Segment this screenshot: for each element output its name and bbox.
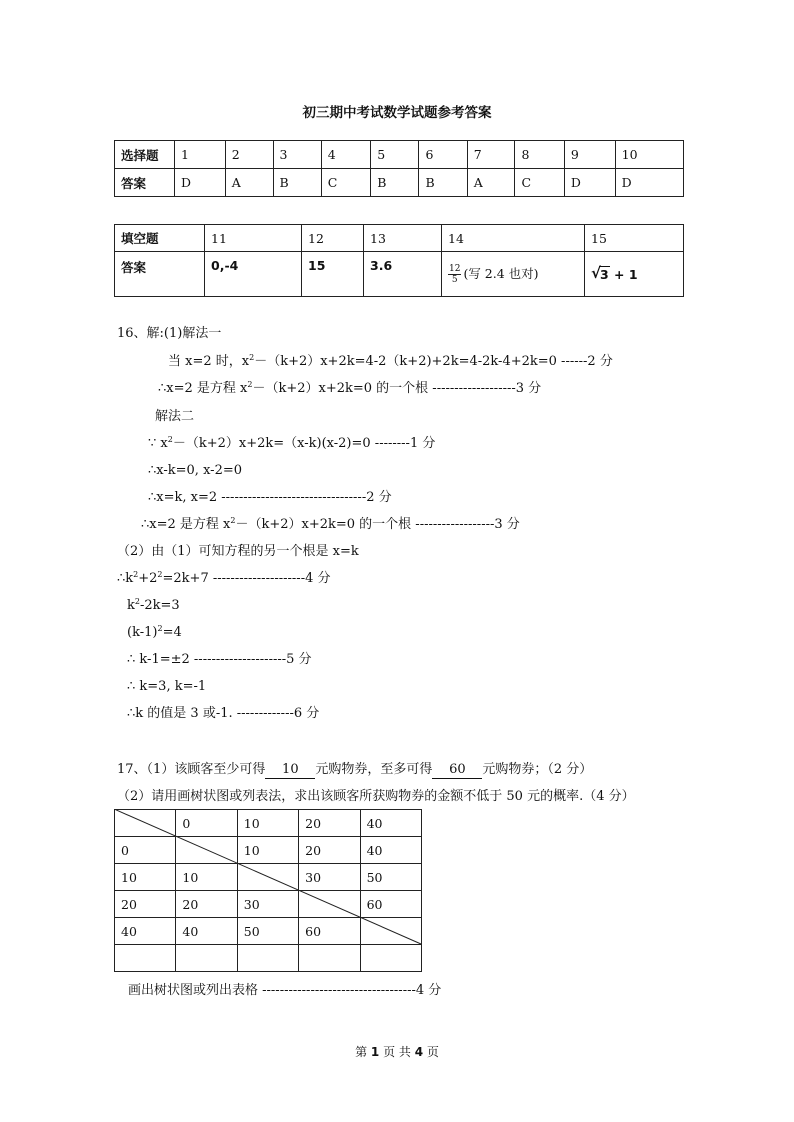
table-cell: 13 <box>364 225 442 252</box>
table-cell: B <box>273 169 321 197</box>
q16-line-13: ∴ k-1=±2 ---------------------5 分 <box>127 652 312 667</box>
table-row <box>115 169 684 197</box>
q16-line-1: 16、解:(1)解法一 <box>117 326 222 341</box>
table-cell: 40 <box>115 918 176 945</box>
table-cell: 0 <box>115 837 176 864</box>
table-cell: 1 <box>175 141 226 169</box>
table-cell: 40 <box>176 918 237 945</box>
table-cell: 10 <box>115 864 176 891</box>
table-cell: 10 <box>176 864 237 891</box>
q16-line-6: ∴x-k=0, x-2=0 <box>148 463 243 478</box>
fill-header-label: 填空题 <box>115 225 205 252</box>
page-title: 初三期中考试数学试题参考答案 <box>302 105 492 121</box>
table-cell: A <box>467 169 515 197</box>
table-cell-q14 <box>442 252 585 297</box>
table-cell: 12 <box>302 225 364 252</box>
table-row <box>115 141 684 169</box>
q16-line-14: ∴ k=3, k=-1 <box>127 679 207 694</box>
table-cell: 8 <box>515 141 564 169</box>
table-cell: 0,-4 <box>205 252 302 297</box>
table-cell: D <box>615 169 683 197</box>
table-cell: 15 <box>302 252 364 297</box>
choice-answer-label: 答案 <box>115 169 175 197</box>
table-cell: 40 <box>360 810 421 837</box>
q16-line-9: （2）由（1）可知方程的另一个根是 x=k <box>117 544 359 559</box>
table-cell: 60 <box>360 891 421 918</box>
table-cell <box>237 945 298 972</box>
sqrt-expression: √ 3 <box>591 263 609 282</box>
table-cell: 15 <box>585 225 684 252</box>
table-cell: 30 <box>299 864 360 891</box>
table-cell: 6 <box>419 141 467 169</box>
table-cell <box>115 945 176 972</box>
table-cell: 3.6 <box>364 252 442 297</box>
table-cell <box>176 945 237 972</box>
table-cell <box>360 945 421 972</box>
choice-header-label: 选择题 <box>115 141 175 169</box>
table-cell: 20 <box>299 837 360 864</box>
table-cell: 20 <box>115 891 176 918</box>
fill-answer-label: 答案 <box>115 252 205 297</box>
q16-line-11: $k^2-2k=3$ <box>127 597 180 613</box>
q16-line-2: 当 x=2 时，$x^2-(k+2)x+2k=4-2(k+2)+2k=4-2k-4+2k=0$ ------2 分 <box>168 353 613 369</box>
answer-blank: 10 <box>265 762 315 779</box>
table-cell: 20 <box>299 810 360 837</box>
table-cell: 7 <box>467 141 515 169</box>
table-cell: 9 <box>564 141 615 169</box>
fraction: $\frac{12}{5}$ <box>449 263 461 285</box>
table-cell: B <box>419 169 467 197</box>
q17-tail: 画出树状图或列出表格 -----------------------------------4 分 <box>128 983 442 998</box>
table-row <box>115 252 684 297</box>
q16-line-8: ∴x=2 是方程 $x^2-(k+2)x+2k=0$ 的一个根 ------------------3 分 <box>141 516 520 532</box>
table-cell: 2 <box>225 141 273 169</box>
table-row <box>115 225 684 252</box>
choice-answer-table <box>114 140 684 197</box>
table-cell: 10 <box>237 810 298 837</box>
q16-line-10: $\therefore k^2+2^2=2k+7$ ---------------------4 分 <box>117 570 331 586</box>
table-cell: D <box>564 169 615 197</box>
table-cell: 40 <box>360 837 421 864</box>
table-cell: C <box>515 169 564 197</box>
q17-part1: 17、（1）该顾客至少可得 10 元购物券，至多可得 60 元购物券；（2 分） <box>117 762 593 777</box>
table-cell: 10 <box>615 141 683 169</box>
table-cell: 60 <box>299 918 360 945</box>
table-cell: 50 <box>237 918 298 945</box>
table-cell <box>299 945 360 972</box>
table-cell: D <box>175 169 226 197</box>
answer-blank: 60 <box>432 762 482 779</box>
table-diagonal-line <box>114 809 422 945</box>
table-cell: B <box>371 169 419 197</box>
q16-line-7: ∴x=k, x=2 ---------------------------------2 分 <box>148 490 392 505</box>
table-cell: 11 <box>205 225 302 252</box>
q16-line-5: ∵ $x^2-(k+2)x+2k=(x-k)(x-2)=0$ --------1 分 <box>148 435 436 451</box>
table-cell: 3 <box>273 141 321 169</box>
table-cell: A <box>225 169 273 197</box>
table-cell: 5 <box>371 141 419 169</box>
table-cell: C <box>321 169 370 197</box>
table-cell-q15: √ 3 + 1 <box>585 252 684 297</box>
table-cell: 50 <box>360 864 421 891</box>
q16-line-15: ∴k 的值是 3 或-1. -------------6 分 <box>127 706 320 721</box>
q17-part2: （2）请用画树状图或列表法，求出该顾客所获购物券的金额不低于 50 元的概率.（4 分） <box>117 789 635 804</box>
q14-note: (写 2.4 也对) <box>463 265 539 281</box>
fill-answer-table <box>114 224 684 297</box>
table-cell: 4 <box>321 141 370 169</box>
table-cell: 14 <box>442 225 585 252</box>
table-cell: 10 <box>237 837 298 864</box>
q16-line-4: 解法二 <box>155 409 195 424</box>
table-cell: 20 <box>176 891 237 918</box>
q16-line-12: $(k-1)^2=4$ <box>127 624 182 640</box>
table-cell: 0 <box>176 810 237 837</box>
page-footer: 第 1 页 共 4 页 <box>355 1045 439 1059</box>
table-cell: 30 <box>237 891 298 918</box>
q16-line-3: ∴x=2 是方程 $x^2-(k+2)x+2k=0$ 的一个根 -------------------3 分 <box>158 380 542 396</box>
table-row <box>115 945 422 972</box>
